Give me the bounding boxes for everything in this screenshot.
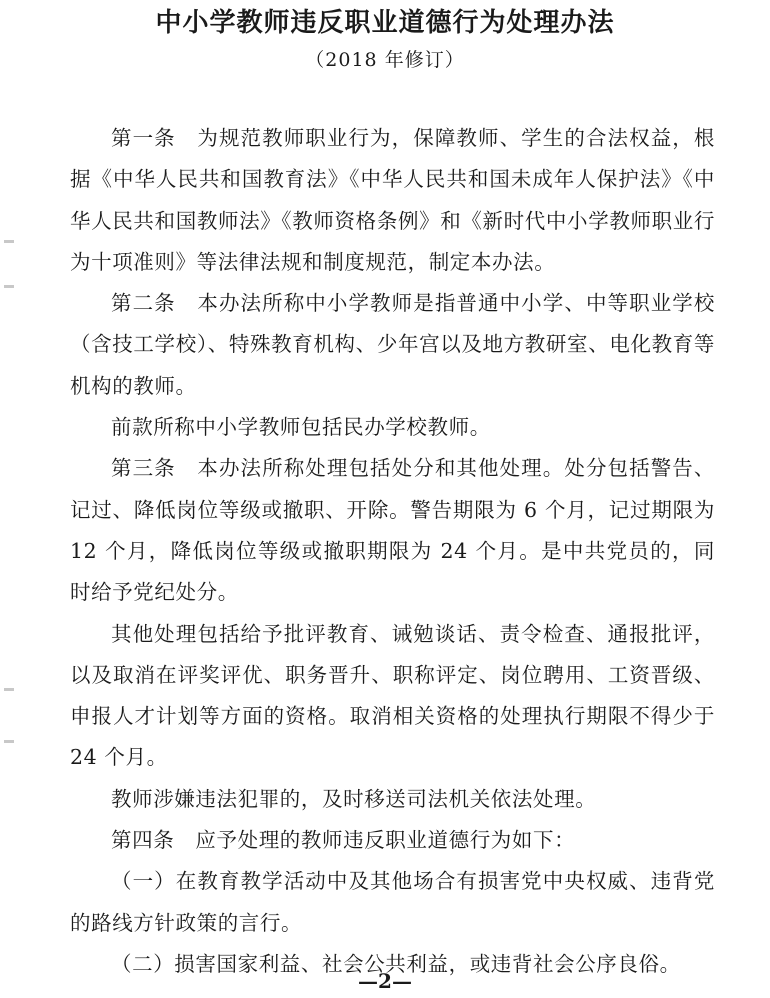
paragraph-article-4-item-1: （一）在教育教学活动中及其他场合有损害党中央权威、违背党的路线方针政策的言行。 <box>70 869 715 935</box>
paragraph-article-1: 第一条 为规范教师职业行为，保障教师、学生的合法权益，根据《中华人民共和国教育法》《中华人民共和国未成年人保护法》《中华人民共和国教师法》《教师资格条例》和《新时代中小学教师职业行为十项准则》等法律法规和制度规范，制定本办法。 <box>70 126 715 274</box>
paragraph-article-3-other: 其他处理包括给予批评教育、诫勉谈话、责令检查、通报批评，以及取消在评奖评优、职务晋升、职称评定、岗位聘用、工资晋级、申报人才计划等方面的资格。取消相关资格的处理执行期限不得少于 24 个月。 <box>70 621 715 770</box>
paragraph-article-4: 第四条 应予处理的教师违反职业道德行为如下： <box>111 828 576 853</box>
paragraph-article-3: 第三条 本办法所称处理包括处分和其他处理。处分包括警告、记过、降低岗位等级或撤职、开除。警告期限为 6 个月，记过期限为 12 个月，降低岗位等级或撤职期限为 24 个月。是中共党员的，同时给予党纪处分。 <box>70 456 715 605</box>
paragraph-article-4-item-2: （二）损害国家利益、社会公共利益，或违背社会公序良俗。 <box>111 951 681 976</box>
scan-mark <box>4 688 14 691</box>
scan-mark <box>4 285 14 288</box>
document-body <box>70 118 715 985</box>
page-number: —2— <box>358 969 412 993</box>
document-subtitle: （2018 年修订） <box>305 49 465 71</box>
scan-mark <box>4 240 14 243</box>
paragraph-article-3-criminal: 教师涉嫌违法犯罪的，及时移送司法机关依法处理。 <box>111 786 597 811</box>
document-title: 中小学教师违反职业道德行为处理办法 <box>155 8 615 38</box>
paragraph-article-2: 第二条 本办法所称中小学教师是指普通中小学、中等职业学校（含技工学校）、特殊教育机构、少年宫以及地方教研室、电化教育等机构的教师。 <box>70 291 715 398</box>
paragraph-article-2-note: 前款所称中小学教师包括民办学校教师。 <box>111 415 491 440</box>
scan-mark <box>4 740 14 743</box>
